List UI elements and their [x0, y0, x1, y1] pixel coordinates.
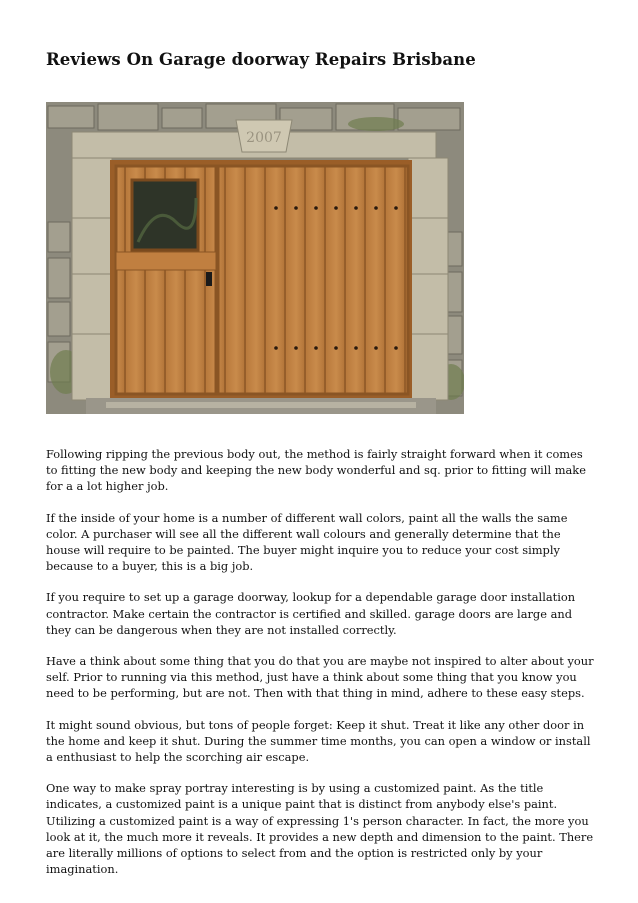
- garage-door-photo: [46, 102, 464, 414]
- paragraph: Have a think about some thing that you do that you are maybe not inspired to alter about your self. Prior to running via this method, just have a think about some thing that you know you need to be performing, but are not. Then with that thing in mind, adhere to these easy steps.: [46, 654, 594, 701]
- paragraph: If the inside of your home is a number of different wall colors, paint all the walls the same color. A purchaser will see all the different wall colours and generally determine that the house will require to be painted. The buyer might inquire you to reduce your cost simply because to a buyer, this is a big job.: [46, 510, 568, 574]
- paragraph: If you require to set up a garage doorway, lookup for a dependable garage door installation contractor. Make certain the contractor is certified and skilled. garage doors are large and they can be dangerous when they are not installed correctly.: [46, 590, 576, 637]
- page-title: Reviews On Garage doorway Repairs Brisbane: [46, 50, 476, 69]
- paragraph: Following ripping the previous body out, the method is fairly straight forward when it comes to fitting the new body and keeping the new body wonderful and sq. prior to fitting will make for a a lot higher job.: [46, 447, 586, 494]
- date-stone-text: 2007: [246, 130, 282, 146]
- article-body: [46, 446, 594, 892]
- paragraph: One way to make spray portray interesting is by using a customized paint. As the title indicates, a customized paint is a unique paint that is distinct from anybody else's paint. Utilizing a customized paint is a way of expressing 1's person character. In fact, the more you look at it, the much more it reveals. It provides a new depth and dimension to the paint. There are literally millions of options to select from and the option is restricted only by your imagination.: [46, 781, 594, 877]
- paragraph: It might sound obvious, but tons of people forget: Keep it shut. Treat it like any other door in the home and keep it shut. During the summer time months, you can open a window or install a enthusiast to help the scorching air escape.: [46, 717, 591, 765]
